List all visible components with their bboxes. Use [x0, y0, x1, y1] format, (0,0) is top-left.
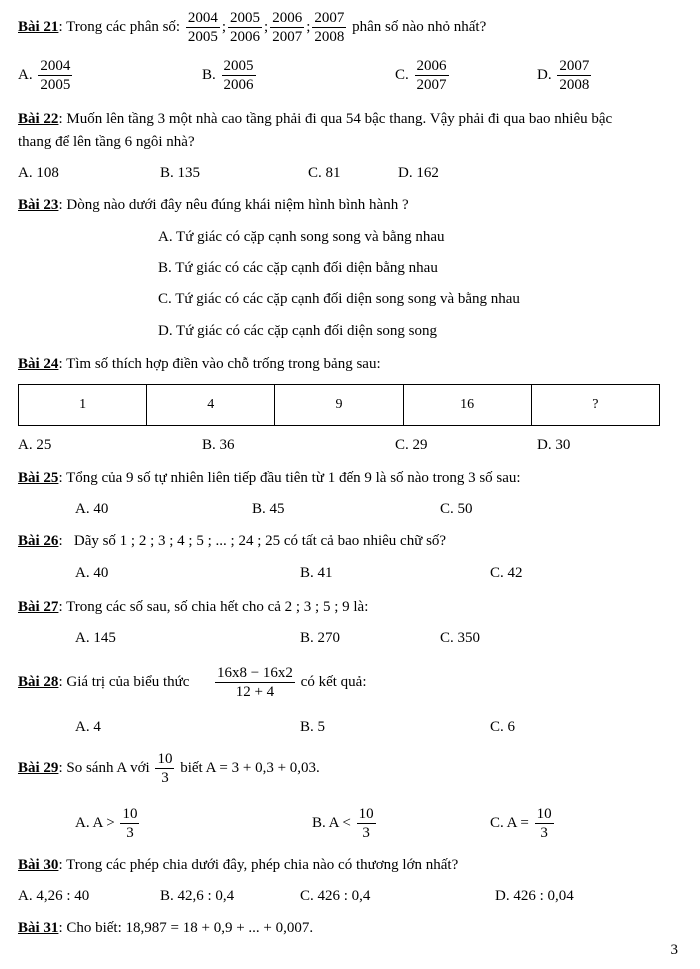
question-text: : Tìm số thích hợp điền vào chỗ trống trong bảng sau: — [58, 356, 381, 372]
option-d: D. 162 — [398, 165, 439, 181]
question-23 — [18, 196, 409, 214]
option-d: D. 30 — [537, 437, 571, 453]
separator: ; — [306, 19, 311, 35]
question-24 — [18, 355, 381, 373]
question-title: Bài 22 — [18, 111, 59, 127]
option-d: D. Tứ giác có các cặp cạnh đối diện song song — [158, 323, 438, 339]
option-b: B. 135 — [160, 165, 201, 181]
table-cell: 1 — [19, 385, 147, 426]
option-d: D. $\frac{2007}{2008}$ — [537, 58, 590, 94]
question-22 — [18, 110, 612, 128]
table-row — [19, 385, 660, 426]
question-tail: biết A = 3 + 0,3 + 0,03. — [180, 760, 320, 776]
question-text: : Cho biết: 18,987 = 18 + 0,9 + ... + 0,007. — [58, 920, 314, 936]
option-a: A. 4,26 : 40 — [18, 888, 90, 904]
option-b: B. Tứ giác có các cặp cạnh đối diện bằng nhau — [158, 260, 438, 276]
question-text: : Muốn lên tầng 3 một nhà cao tầng phải đi qua 54 bậc thang. Vậy phải đi qua bao nhiêu bậc — [58, 111, 613, 127]
question-text: : So sánh A với — [58, 760, 150, 776]
option-c: C. $\frac{2006}{2007}$ — [395, 58, 447, 94]
question-text: : Dãy số 1 ; 2 ; 3 ; 4 ; 5 ; ... ; 24 ; 25 có tất cả bao nhiêu chữ số? — [58, 533, 447, 549]
question-title: Bài 28 — [18, 674, 59, 690]
question-26 — [18, 532, 446, 550]
option-c: C. 6 — [490, 719, 516, 735]
option-c: C. 426 : 0,4 — [300, 888, 371, 904]
fraction: $\frac{2004}{2005}$ — [187, 10, 218, 46]
page-number: 3 — [670, 942, 678, 958]
option-a: A. 40 — [75, 565, 109, 581]
option-a: A. 4 — [75, 719, 101, 735]
option-b: B. 41 — [300, 565, 333, 581]
question-title: Bài 23 — [18, 197, 59, 213]
option-a: A. Tứ giác có cặp cạnh song song và bằng nhau — [158, 229, 445, 245]
question-31 — [18, 919, 313, 937]
question-title: Bài 25 — [18, 470, 59, 486]
option-a: A. A > $\frac{10}{3}$ — [75, 806, 138, 842]
question-text: : Giá trị của biểu thức — [58, 674, 190, 690]
question-title: Bài 21 — [18, 19, 59, 35]
option-c: C. 81 — [308, 165, 341, 181]
question-title: Bài 27 — [18, 599, 59, 615]
question-tail: phân số nào nhỏ nhất? — [352, 19, 487, 35]
question-title: Bài 24 — [18, 356, 59, 372]
fraction: $\frac{2007}{2008}$ — [314, 10, 345, 46]
question-28 — [18, 662, 366, 702]
question-tail: có kết quả: — [300, 674, 367, 690]
option-c: C. 29 — [395, 437, 428, 453]
option-c: C. 350 — [440, 630, 481, 646]
question-text: : Trong các phép chia dưới đây, phép chia nào có thương lớn nhất? — [58, 857, 459, 873]
option-b: B. $\frac{2005}{2006}$ — [202, 58, 254, 94]
option-c: C. Tứ giác có các cặp cạnh đối diện song song và bằng nhau — [158, 291, 520, 307]
question-text: : Dòng nào dưới đây nêu đúng khái niệm hình bình hành ? — [58, 197, 409, 213]
option-a: A. 108 — [18, 165, 59, 181]
separator: ; — [264, 19, 269, 35]
fraction: $\frac{2006}{2007}$ — [272, 10, 303, 46]
question-text: : Tổng của 9 số tự nhiên liên tiếp đầu tiên từ 1 đến 9 là số nào trong 3 số sau: — [58, 470, 521, 486]
option-b: B. 5 — [300, 719, 326, 735]
option-b: B. 270 — [300, 630, 341, 646]
fraction: $\frac{2005}{2006}$ — [230, 10, 261, 46]
option-a: A. 40 — [75, 501, 109, 517]
option-a: A. 25 — [18, 437, 52, 453]
separator: ; — [221, 19, 227, 35]
question-title: Bài 29 — [18, 760, 59, 776]
question-text: : Trong các số sau, số chia hết cho cả 2 ; 3 ; 5 ; 9 là: — [58, 599, 369, 615]
table-cell: 16 — [403, 385, 531, 426]
option-c: C. 42 — [490, 565, 523, 581]
question-text-line2: thang để lên tầng 6 ngôi nhà? — [18, 134, 195, 150]
question-29 — [18, 748, 320, 788]
option-b: B. 36 — [202, 437, 235, 453]
option-b: B. 45 — [252, 501, 285, 517]
table-cell: 4 — [147, 385, 275, 426]
option-c: C. A = $\frac{10}{3}$ — [490, 806, 552, 842]
option-b: B. 42,6 : 0,4 — [160, 888, 235, 904]
question-30 — [18, 856, 458, 874]
sequence-table — [18, 384, 660, 426]
expression-fraction: $\frac{16x8 - 16x2}{12 + 4}$ — [216, 665, 293, 701]
option-c: C. 50 — [440, 501, 473, 517]
question-title: Bài 30 — [18, 857, 59, 873]
question-title: Bài 31 — [18, 920, 59, 936]
option-a: A. $\frac{2004}{2005}$ — [18, 58, 71, 94]
question-27 — [18, 598, 368, 616]
question-title: Bài 26 — [18, 533, 59, 549]
table-cell: 9 — [275, 385, 403, 426]
fraction: $\frac{10}{3}$ — [157, 751, 173, 787]
question-text: : Trong các phân số: — [58, 19, 181, 35]
option-d: D. 426 : 0,04 — [495, 888, 574, 904]
table-cell: ? — [531, 385, 659, 426]
question-21 — [18, 7, 486, 47]
option-a: A. 145 — [75, 630, 116, 646]
option-b: B. A < $\frac{10}{3}$ — [312, 806, 374, 842]
question-25 — [18, 469, 521, 487]
